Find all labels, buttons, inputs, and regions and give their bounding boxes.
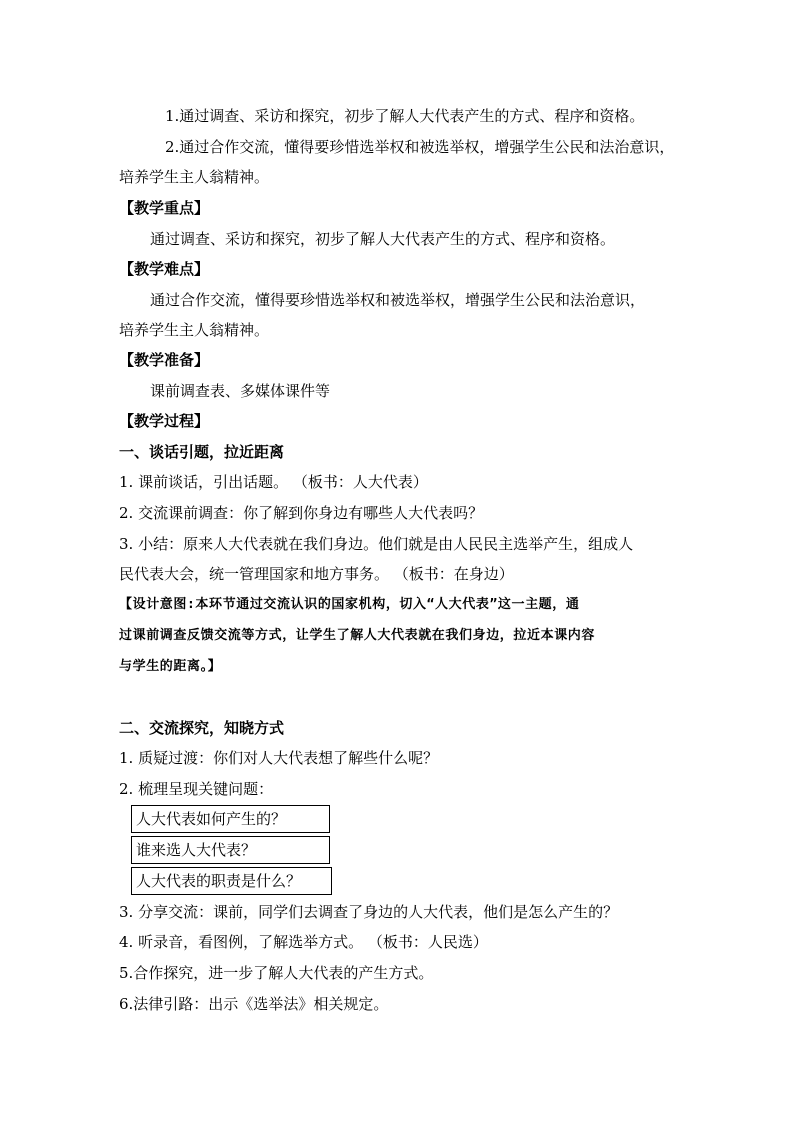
- key-points-heading: 【教学重点】: [119, 199, 210, 217]
- difficulties-text: 通过合作交流，懂得要珍惜选举权和被选举权，增强学生公民和法治意识，: [150, 291, 646, 309]
- preparation-heading: 【教学准备】: [119, 351, 210, 369]
- section2-step5: 5.合作探究，进一步了解人大代表的产生方式。: [119, 964, 434, 982]
- section2-step4: 4. 听录音，看图例，了解选举方式。 （板书：人民选）: [119, 933, 488, 951]
- section2-step2: 2. 梳理呈现关键问题：: [119, 780, 274, 798]
- objective-2: 2.通过合作交流，懂得要珍惜选举权和被选举权，增强学生公民和法治意识，: [165, 138, 675, 156]
- process-heading: 【教学过程】: [119, 412, 210, 430]
- section2-step1: 1. 质疑过渡：你们对人大代表想了解些什么呢？: [119, 749, 439, 767]
- design-intent-note: 【设计意图:本环节通过交流认识的国家机构，切入“人大代表”这一主题，通: [119, 597, 580, 612]
- difficulties-text-cont: 培养学生主人翁精神。: [119, 321, 270, 339]
- question-box: 人大代表的职责是什么？: [131, 867, 332, 895]
- section2-step3: 3. 分享交流：课前，同学们去调查了身边的人大代表，他们是怎么产生的？: [119, 903, 619, 921]
- section1-step3-cont: 民代表大会，统一管理国家和地方事务。 （板书：在身边）: [119, 565, 514, 583]
- objective-1: 1.通过调查、采访和探究，初步了解人大代表产生的方式、程序和资格。: [165, 107, 645, 125]
- section2-step6: 6.法律引路：出示《选举法》相关规定。: [119, 995, 389, 1013]
- design-intent-note-cont: 过课前调查反馈交流等方式，让学生了解人大代表就在我们身边，拉近本课内容: [119, 628, 596, 643]
- design-intent-note-end: 与学生的距离。】: [119, 659, 222, 674]
- section1-heading: 一、谈话引题，拉近距离: [119, 443, 285, 461]
- question-box: 谁来选人大代表？: [131, 836, 330, 864]
- section1-step2: 2. 交流课前调查：你了解到你身边有哪些人大代表吗？: [119, 504, 484, 522]
- section1-step3: 3. 小结：原来人大代表就在我们身边。他们就是由人民民主选举产生，组成人: [119, 535, 634, 553]
- objective-2-cont: 培养学生主人翁精神。: [119, 168, 270, 186]
- section2-heading: 二、交流探究，知晓方式: [119, 719, 285, 737]
- section1-step1: 1. 课前谈话，引出话题。 （板书：人大代表）: [119, 473, 428, 491]
- key-points-text: 通过调查、采访和探究，初步了解人大代表产生的方式、程序和资格。: [150, 230, 616, 248]
- preparation-text: 课前调查表、多媒体课件等: [150, 382, 331, 400]
- question-box: 人大代表如何产生的？: [131, 805, 330, 833]
- difficulties-heading: 【教学难点】: [119, 260, 210, 278]
